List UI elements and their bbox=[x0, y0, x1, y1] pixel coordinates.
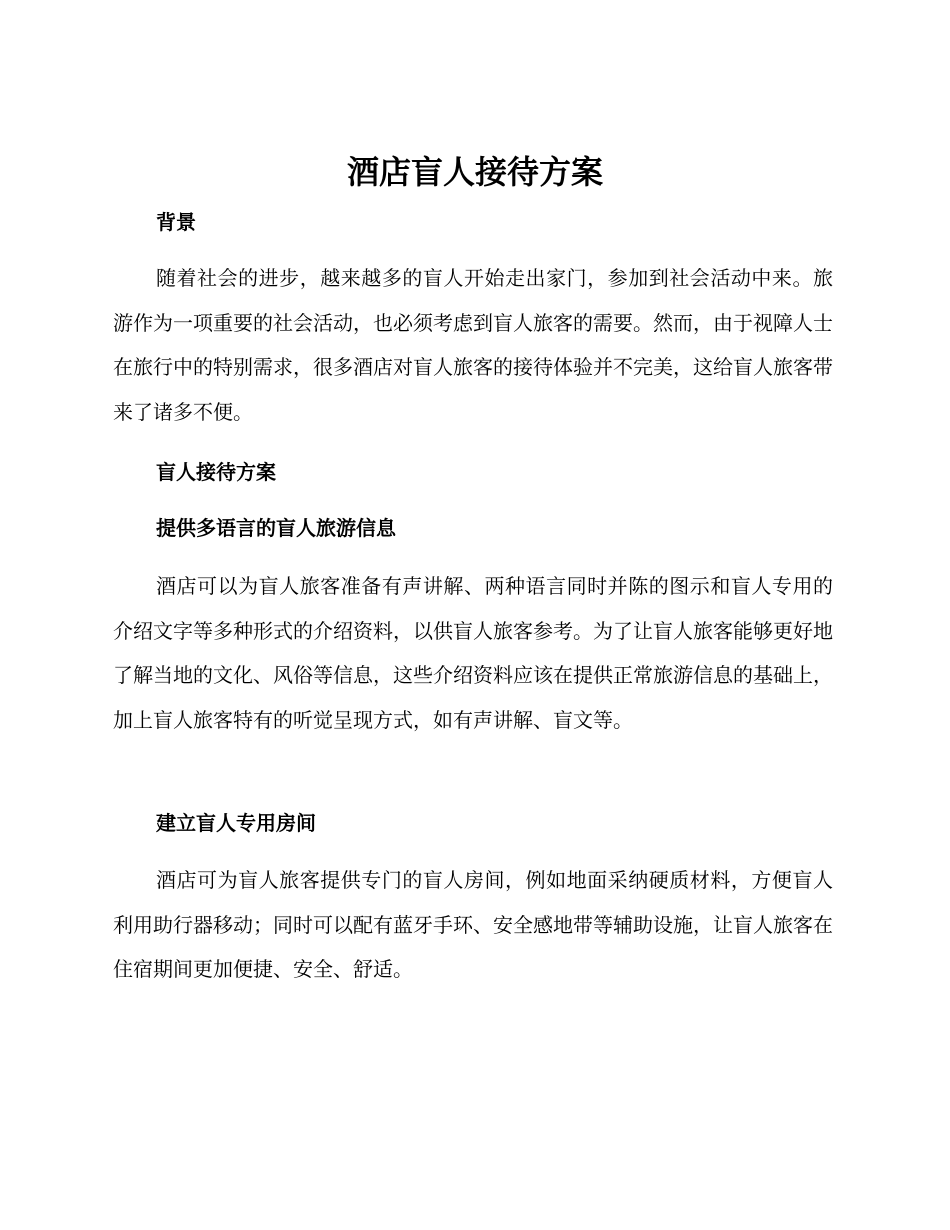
section-heading-plan: 盲人接待方案 bbox=[156, 460, 276, 484]
subsection-heading-info: 提供多语言的盲人旅游信息 bbox=[156, 516, 396, 540]
subsection-heading-room: 建立盲人专用房间 bbox=[156, 811, 316, 835]
paragraph-info: 酒店可以为盲人旅客准备有声讲解、两种语言同时并陈的图示和盲人专用的介绍文字等多种形式的介绍资料，以供盲人旅客参考。为了让盲人旅客能够更好地了解当地的文化、风俗等信息，这些介绍资料应该在提供正常旅游信息的基础上，加上盲人旅客特有的听觉呈现方式，如有声讲解、盲文等。 bbox=[113, 574, 833, 732]
paragraph-room: 酒店可为盲人旅客提供专门的盲人房间，例如地面采纳硬质材料，方便盲人利用助行器移动；同时可以配有蓝牙手环、安全感地带等辅助设施，让盲人旅客在住宿期间更加便捷、安全、舒适。 bbox=[113, 868, 833, 981]
page-title: 酒店盲人接待方案 bbox=[346, 153, 603, 191]
section-heading-background: 背景 bbox=[156, 210, 196, 234]
paragraph-background: 随着社会的进步，越来越多的盲人开始走出家门，参加到社会活动中来。旅游作为一项重要的社会活动，也必须考虑到盲人旅客的需要。然而，由于视障人士在旅行中的特别需求，很多酒店对盲人旅客的接待体验并不完美，这给盲人旅客带来了诸多不便。 bbox=[113, 266, 833, 424]
